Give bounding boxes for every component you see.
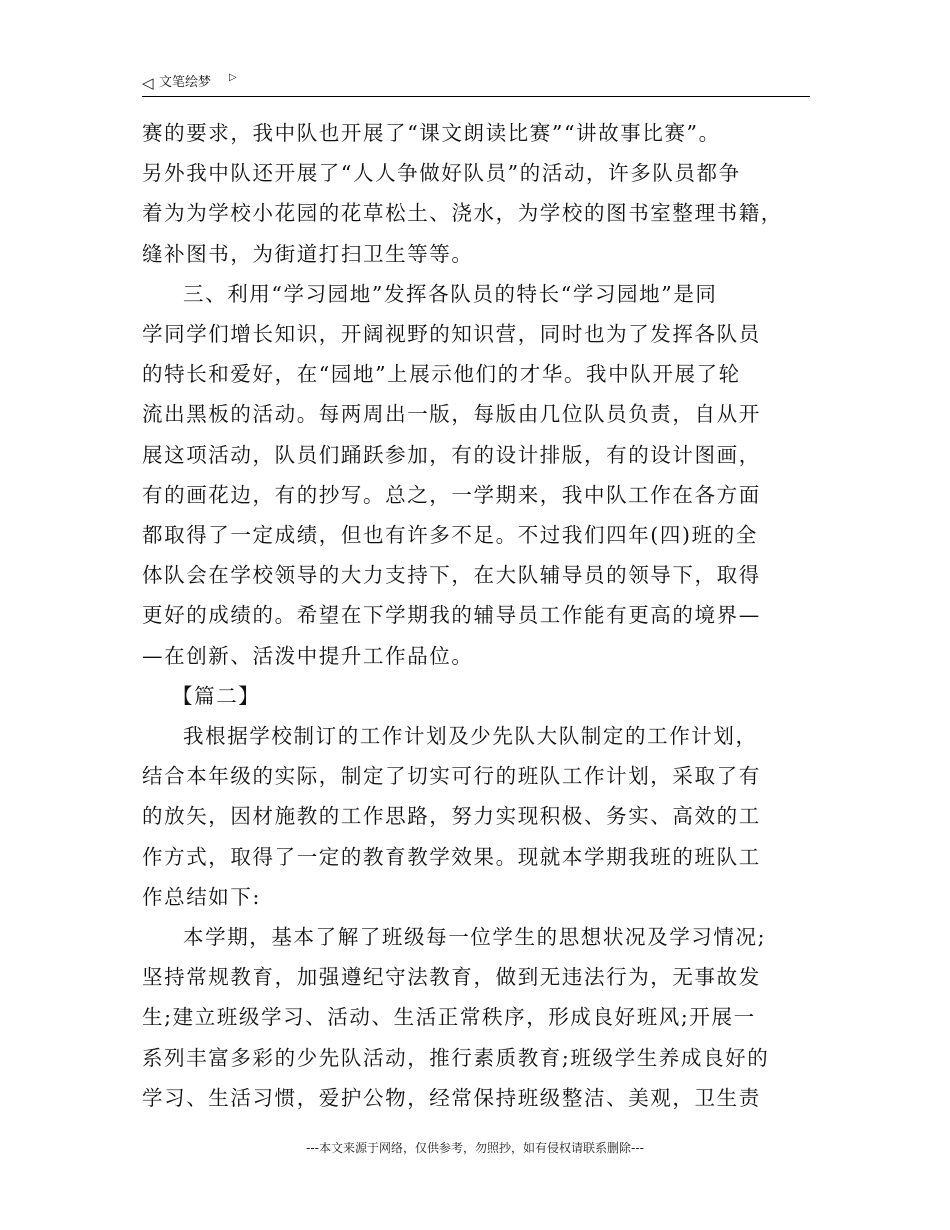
paragraph-continuation: [142, 113, 810, 274]
page-header: [142, 70, 810, 97]
text-line: 都取得了一定成绩，但也有许多不足。不过我们四年(四)班的全: [142, 523, 758, 548]
paragraph-plan: [142, 716, 810, 917]
text-line: 系列丰富多彩的少先队活动，推行素质教育;班级学生养成良好的: [142, 1045, 770, 1070]
text-line: 坚持常规教育，加强遵纪守法教育，做到无违法行为，无事故发: [142, 965, 761, 990]
section-heading: [142, 676, 810, 716]
text-line: 赛的要求，我中队也开展了“课文朗读比赛”“讲故事比赛”。: [142, 121, 721, 145]
text-line: 流出黑板的活动。每两周出一版，每版由几位队员负责，自从开: [142, 402, 761, 427]
text-line: —在创新、活泼中提升工作品位。: [142, 643, 474, 668]
text-line: 作总结如下:: [142, 884, 262, 909]
paragraph-semester: [142, 917, 810, 1118]
text-line: 学习、生活习惯，爱护公物，经常保持班级整洁、美观，卫生责: [142, 1085, 761, 1110]
text-line: 三、利用“学习园地”发挥各队员的特长“学习园地”是同: [183, 281, 718, 306]
text-line: 展这项活动，队员们踊跃参加，有的设计排版，有的设计图画，: [142, 442, 761, 467]
text-line: 的特长和爱好，在“园地”上展示他们的才华。我中队开展了轮: [142, 362, 741, 387]
text-line: 缝补图书，为街道打扫卫生等等。: [142, 241, 474, 266]
text-line: 学同学们增长知识，开阔视野的知识营，同时也为了发挥各队员: [142, 322, 761, 347]
text-line: 本学期，基本了解了班级每一位学生的思想状况及学习情况;: [183, 925, 767, 950]
right-triangle-icon: ▷: [229, 72, 237, 83]
page-footer: ---本文来源于网络，仅供参考，勿照抄，如有侵权请联系删除---: [306, 1141, 644, 1155]
text-line: 作方式，取得了一定的教育教学效果。现就本学期我班的班队工: [142, 844, 761, 869]
text-line: 我根据学校制订的工作计划及少先队大队制定的工作计划，: [183, 724, 758, 749]
text-line: 体队会在学校领导的大力支持下，在大队辅导员的领导下，取得: [142, 563, 761, 588]
text-line: 着为为学校小花园的花草松土、浇水，为学校的图书室整理书籍，: [142, 201, 783, 226]
header-brand: 文笔绘梦: [159, 75, 212, 90]
left-triangle-icon: ◁: [142, 74, 154, 92]
text-line: 另外我中队还开展了“人人争做好队员”的活动，许多队员都争: [142, 161, 741, 186]
text-line: 更好的成绩的。希望在下学期我的辅导员工作能有更高的境界—: [142, 603, 761, 628]
paragraph-section-three: [142, 274, 810, 676]
section-title: 【篇二】: [172, 683, 261, 708]
text-line: 结合本年级的实际，制定了切实可行的班队工作计划，采取了有: [142, 764, 761, 789]
text-line: 有的画花边，有的抄写。总之，一学期来，我中队工作在各方面: [142, 482, 761, 507]
document-body: [142, 113, 810, 1118]
text-line: 生;建立班级学习、活动、生活正常秩序，形成良好班风;开展一: [142, 1005, 756, 1030]
text-line: 的放矢，因材施教的工作思路，努力实现积极、务实、高效的工: [142, 804, 761, 829]
